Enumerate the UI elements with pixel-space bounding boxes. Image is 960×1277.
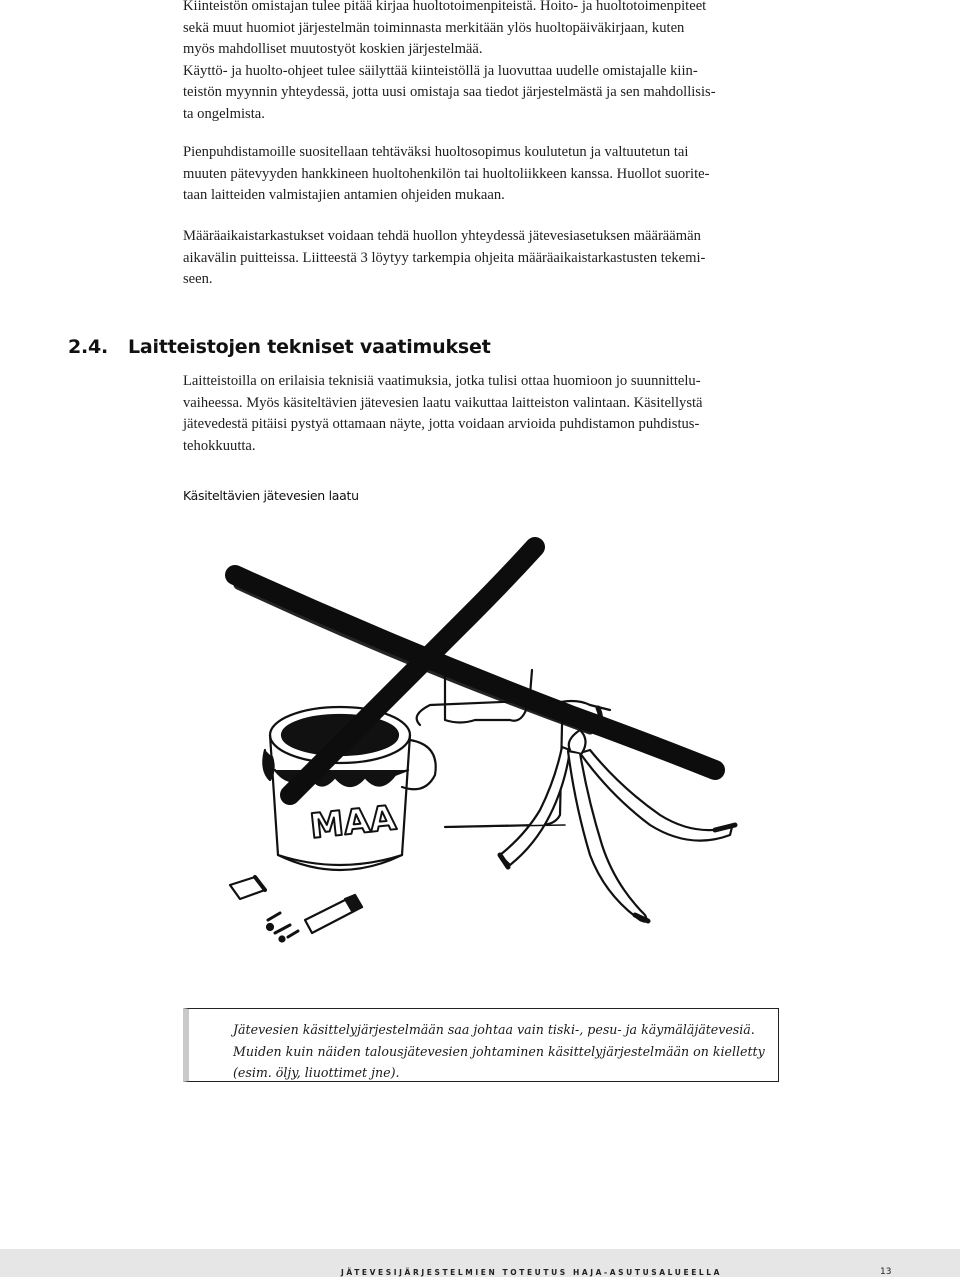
section-heading [68, 336, 491, 358]
section-title: Laitteistojen tekniset vaatimukset [128, 336, 491, 358]
text-line: Kiinteistön omistajan tulee pitää kirjaa huoltotoimenpiteistä. Hoito- ja huoltotoimenpiteet [183, 0, 707, 14]
cigarettes-icon [230, 877, 362, 942]
text-line: taan laitteiden valmistajien antamien ohjeiden mukaan. [183, 187, 505, 204]
text-line: myös mahdolliset muutostyöt koskien järjestelmää. [183, 41, 483, 58]
text-line: seen. [183, 271, 213, 288]
page-number: 13 [880, 1267, 892, 1277]
note-line: Muiden kuin näiden talousjätevesien johtaminen käsittelyjärjestelmään on kielletty [233, 1043, 765, 1059]
text-line: muuten pätevyyden hankkineen huoltohenkilön tai huoltoliikkeen kanssa. Huollot suorite- [183, 165, 710, 182]
text-line: Käyttö- ja huolto-ohjeet tulee säilyttää kiinteistöllä ja luovuttaa uudelle omistajalle kiin- [183, 62, 698, 79]
text-line: Laitteistoilla on erilaisia teknisiä vaatimuksia, jotka tulisi ottaa huomioon jo suunnittelu- [183, 373, 701, 389]
note-line: (esim. öljy, liuottimet jne). [233, 1065, 400, 1080]
text-line: aikavälin puitteissa. Liitteestä 3 löytyy tarkempia ohjeita määräaikaistarkastusten tekemi- [183, 249, 706, 266]
text-line: vaiheessa. Myös käsiteltävien jätevesien laatu vaikuttaa laitteiston valintaan. Käsitellystä [183, 394, 703, 411]
text-line: Määräaikaistarkastukset voidaan tehdä huollon yhteydessä jätevesiasetuksen määräämän [183, 228, 701, 244]
subheading: Käsiteltävien jätevesien laatu [183, 488, 359, 503]
text-line: Pienpuhdistamoille suositellaan tehtäväksi huoltosopimus koulutetun ja valtuutetun tai [183, 144, 689, 160]
intro-paragraph [183, 0, 783, 126]
text-line: tehokkuutta. [183, 437, 256, 454]
inspection-paragraph [183, 226, 783, 291]
paint-can-label: MAA [307, 798, 399, 848]
text-line: ta ongelmista. [183, 105, 265, 122]
footer-title: JÄTEVESIJÄRJESTELMIEN TOTEUTUS HAJA-ASUTUSALUEELLA [341, 1268, 723, 1277]
section-paragraph [183, 371, 783, 457]
prohibited-waste-illustration [170, 525, 790, 995]
text-line: jätevedestä pitäisi pystyä ottamaan näyte, jotta voidaan arvioida puhdistamon puhdistus- [183, 416, 700, 433]
note-line: Jätevesien käsittelyjärjestelmään saa johtaa vain tiski-, pesu- ja käymäläjätevesiä. [233, 1022, 755, 1037]
text-line: sekä muut huomiot järjestelmän toiminnasta merkitään ylös huoltopäiväkirjaan, kuten [183, 19, 685, 36]
warning-note-box [183, 1008, 779, 1082]
service-contract-paragraph [183, 142, 783, 207]
section-number: 2.4. [68, 336, 109, 358]
text-line: teistön myynnin yhteydessä, jotta uusi omistaja saa tiedot järjestelmästä ja sen mahdollisis- [183, 84, 716, 101]
